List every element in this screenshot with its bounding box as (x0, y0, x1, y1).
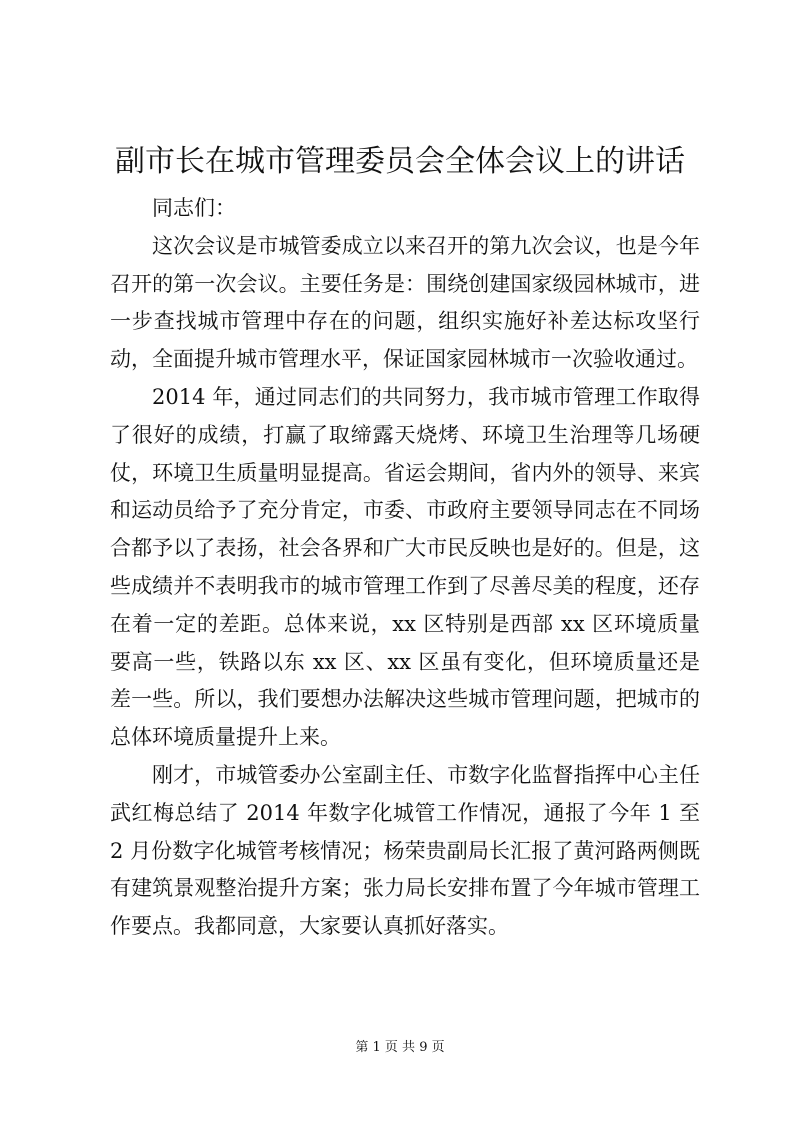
paragraph: 这次会议是市城管委成立以来召开的第九次会议，也是今年召开的第一次会议。主要任务是：围绕创建国家级园林城市，进一步查找城市管理中存在的问题，组织实施好补差达标攻坚行动，全面提升城市管理水平，保证国家园林城市一次验收通过。 (110, 233, 700, 372)
document-title: 副市长在城市管理委员会全体会议上的讲话 (115, 144, 685, 179)
greeting: 同志们： (152, 196, 236, 220)
page-footer: 第 1 页 共 9 页 (355, 1040, 445, 1055)
paragraph: 2014 年，通过同志们的共同努力，我市城市管理工作取得了很好的成绩，打赢了取缔露天烧烤、环境卫生治理等几场硬仗，环境卫生质量明显提高。省运会期间，省内外的领导、来宾和运动员给予了充分肯定，市委、市政府主要领导同志在不同场合都予以了表扬，社会各界和广大市民反映也是好的。但是，这些成绩并不表明我市的城市管理工作到了尽善尽美的程度，还存在着一定的差距。总体来说，xx 区特别是西部 xx 区环境质量要高一些，铁路以东 xx 区、xx 区虽有变化，但环境质量还是差一些。所以，我们要想办法解决这些城市管理问题，把城市的总体环境质量提升上来。 (110, 384, 700, 750)
paragraph: 刚才，市城管委办公室副主任、市数字化监督指挥中心主任武红梅总结了 2014 年数字化城管工作情况，通报了今年 1 至 2 月份数字化城管考核情况；杨荣贵副局长汇报了黄河路两侧既有建筑景观整治提升方案；张力局长安排布置了今年城市管理工作要点。我都同意，大家要认真抓好落实。 (110, 762, 700, 939)
document-body (110, 190, 700, 946)
